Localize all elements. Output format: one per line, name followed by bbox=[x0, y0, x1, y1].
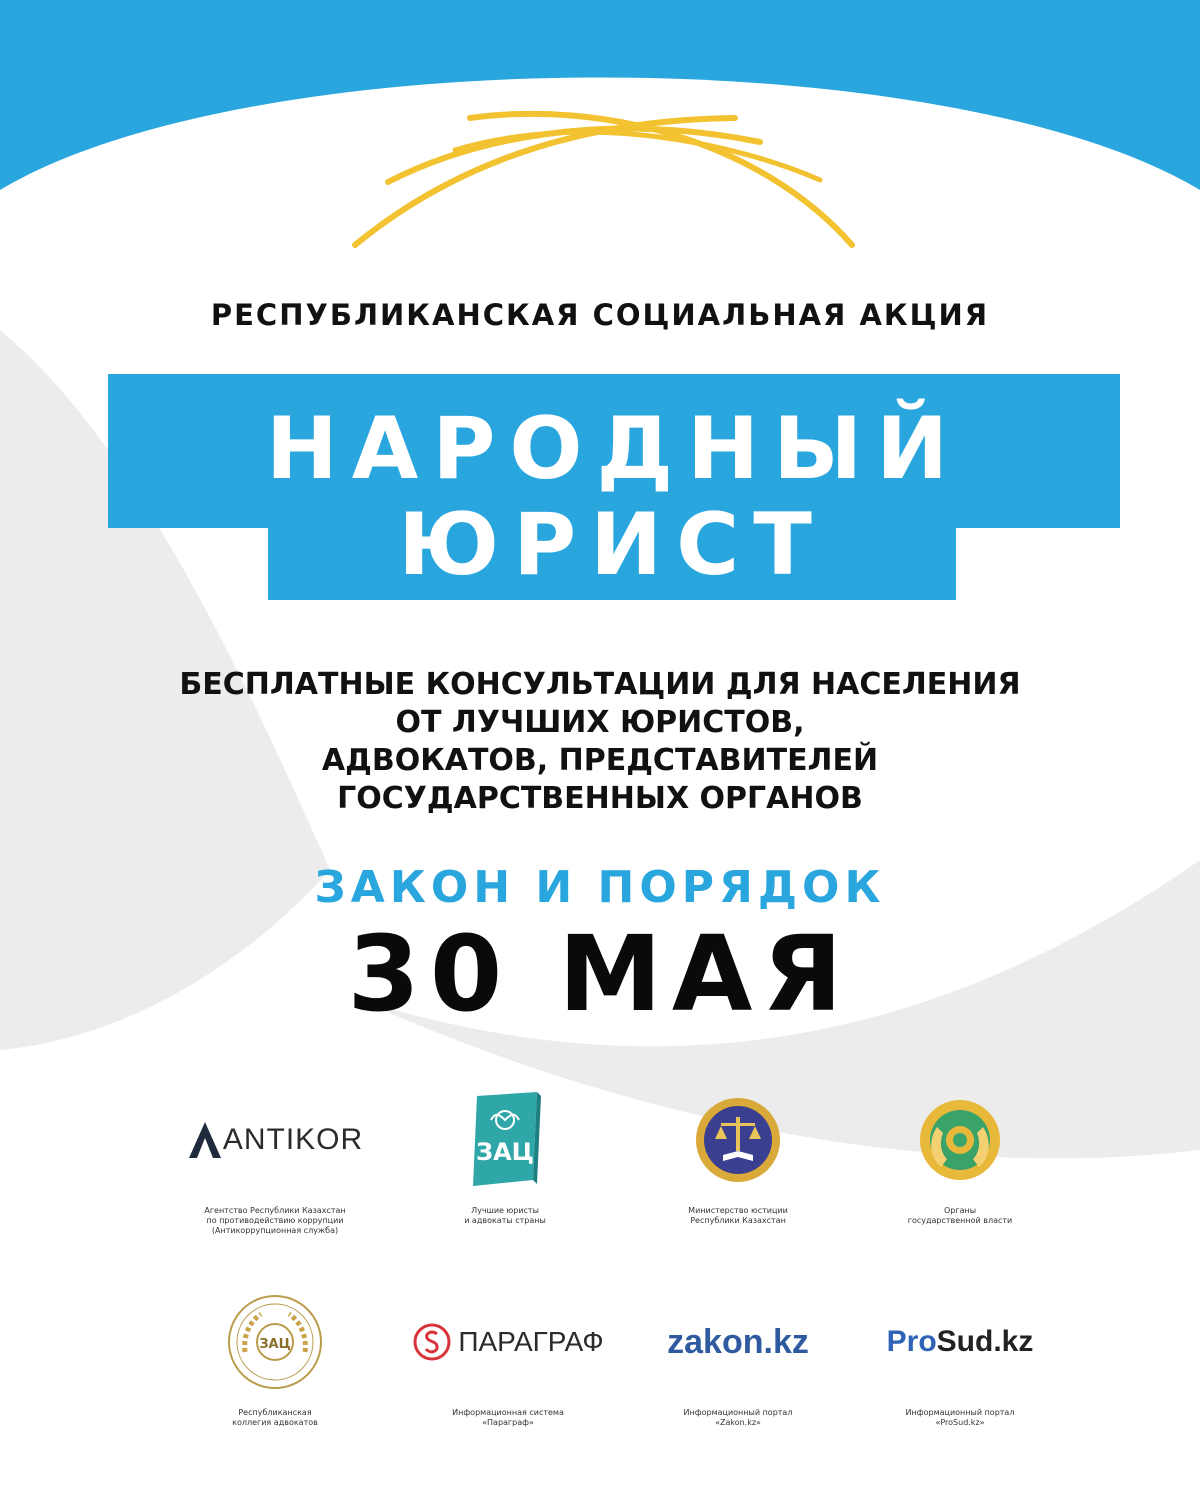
partner-caption: Информационная система «Параграф» bbox=[452, 1408, 564, 1427]
partner-caption: Лучшие юристы и адвокаты страны bbox=[464, 1206, 546, 1225]
partner-antikor bbox=[155, 1080, 395, 1236]
description bbox=[0, 666, 1200, 818]
seal-text: ЗАЦ bbox=[259, 1337, 291, 1352]
partner-caption: Министерство юстиции Республики Казахстан bbox=[688, 1206, 788, 1225]
zakon-logo-icon: zakon.kz bbox=[667, 1322, 809, 1361]
title-box-bottom bbox=[268, 495, 956, 600]
partner-zakon-kz bbox=[618, 1282, 858, 1428]
prosud-wordmark-pro: Pro bbox=[886, 1325, 937, 1358]
partner-caption: Органы государственной власти bbox=[907, 1206, 1013, 1225]
paragraph-wordmark: ПАРАГРАФ bbox=[458, 1326, 604, 1357]
partner-bar-association bbox=[155, 1282, 395, 1428]
partner-paragraph bbox=[388, 1282, 628, 1428]
description-line: АДВОКАТОВ, ПРЕДСТАВИТЕЛЕЙ bbox=[321, 743, 879, 778]
description-line: ГОСУДАРСТВЕННЫХ ОРГАНОВ bbox=[337, 781, 863, 816]
bar-association-seal-icon bbox=[225, 1292, 325, 1392]
partner-caption: Информационный портал «ProSud.kz» bbox=[905, 1408, 1015, 1427]
campaign-subtitle: РЕСПУБЛИКАНСКАЯ СОЦИАЛЬНАЯ АКЦИЯ bbox=[210, 298, 990, 332]
description-line: БЕСПЛАТНЫЕ КОНСУЛЬТАЦИИ ДЛЯ НАСЕЛЕНИЯ bbox=[179, 667, 1021, 702]
state-emblem-icon bbox=[917, 1097, 1003, 1183]
partner-book bbox=[385, 1080, 625, 1226]
partner-prosud-kz bbox=[840, 1282, 1080, 1428]
event-date: 30 МАЯ bbox=[347, 913, 853, 1035]
description-line: ОТ ЛУЧШИХ ЮРИСТОВ, bbox=[395, 705, 805, 740]
prosud-wordmark-rest: Sud.kz bbox=[936, 1325, 1034, 1358]
paragraph-logo-icon bbox=[412, 1322, 452, 1362]
justice-emblem-icon bbox=[693, 1095, 783, 1185]
prosud-logo-icon bbox=[840, 1282, 1080, 1402]
book-logo-icon bbox=[465, 1090, 545, 1190]
antikor-logo-icon bbox=[187, 1120, 223, 1160]
partner-ministry-of-justice bbox=[618, 1080, 858, 1226]
partner-caption: Республиканская коллегия адвокатов bbox=[232, 1408, 318, 1427]
title-line-1: НАРОДНЫЙ bbox=[265, 399, 963, 499]
partner-state-authorities bbox=[840, 1080, 1080, 1226]
partner-caption: Информационный портал «Zakon.kz» bbox=[683, 1408, 793, 1427]
title-line-2: ЮРИСТ bbox=[398, 495, 826, 595]
partner-caption: Агентство Республики Казахстан по противодействию коррупции (Антикоррупционная служба) bbox=[204, 1206, 346, 1235]
antikor-wordmark: ANTIKOR bbox=[222, 1123, 364, 1156]
tagline: ЗАКОН И ПОРЯДОК bbox=[314, 862, 886, 913]
book-logo-text: ЗАЦ bbox=[476, 1138, 534, 1166]
